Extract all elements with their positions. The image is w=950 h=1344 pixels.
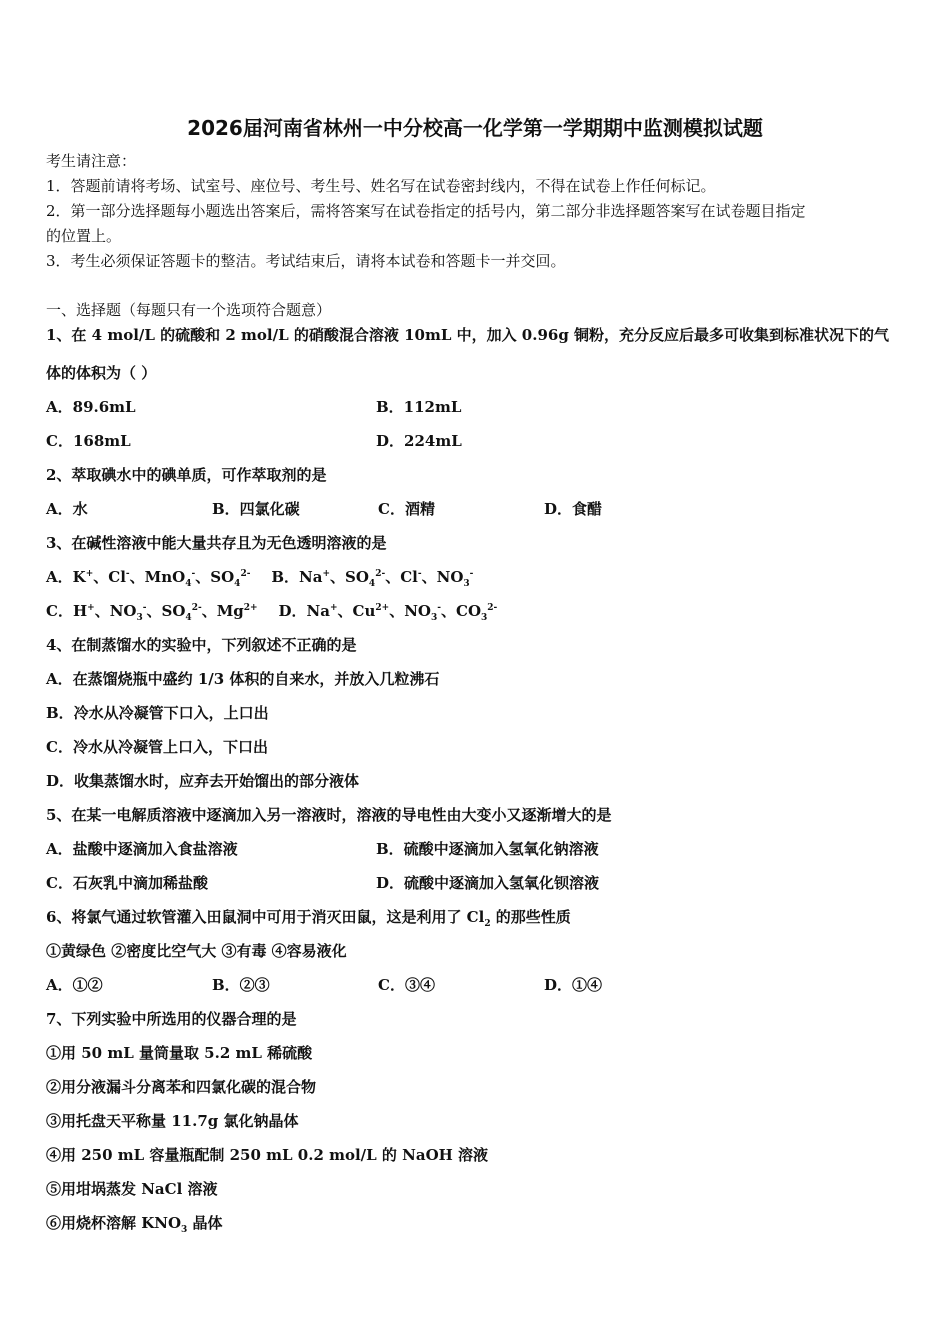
q4-option-a[interactable]: A．在蒸馏烧瓶中盛约 1/3 体积的自来水，并放入几粒沸石	[46, 670, 440, 688]
q6-option-a[interactable]: A．①②	[46, 976, 103, 994]
page-title: 2026届河南省林州一中分校高一化学第一学期期中监测模拟试题	[187, 116, 763, 140]
q2-option-b[interactable]: B．四氯化碳	[212, 500, 300, 518]
q2-option-a[interactable]: A．水	[46, 500, 88, 518]
q2-option-d[interactable]: D．食醋	[544, 500, 603, 518]
notice-item-3: 3．考生必须保证答题卡的整洁。考试结束后，请将本试卷和答题卡一并交回。	[46, 252, 566, 270]
q2-option-c[interactable]: C．酒精	[378, 500, 435, 518]
q2-stem: 2、萃取碘水中的碘单质，可作萃取剂的是	[46, 466, 327, 484]
q1-options-row2	[46, 431, 906, 451]
notice-item-2-cont: 的位置上。	[46, 227, 122, 245]
q6-stem: 6、将氯气通过软管灌入田鼠洞中可用于消灭田鼠，这是利用了 $Cl_2$ 的那些性质	[46, 908, 571, 929]
q1-option-b[interactable]: B．112mL	[376, 398, 462, 416]
q3-options-row1	[46, 567, 473, 587]
q5-stem: 5、在某一电解质溶液中逐滴加入另一溶液时，溶液的导电性由大变小又逐渐增大的是	[46, 806, 612, 824]
q6-option-b[interactable]: B．②③	[212, 976, 270, 994]
q3-option-c[interactable]: C．H+、$NO_3^-$、$SO_4^{2-}$、$Mg^{2+}$	[46, 602, 258, 623]
q6-option-c[interactable]: C．③④	[378, 976, 435, 994]
q2-options	[46, 499, 602, 519]
q5-options-row1	[46, 839, 906, 859]
q4-option-b[interactable]: B．冷水从冷凝管下口入，上口出	[46, 704, 269, 722]
q3-options-row2	[46, 601, 497, 621]
q7-item-2: ②用分液漏斗分离苯和四氯化碳的混合物	[46, 1078, 317, 1096]
q4-option-c[interactable]: C．冷水从冷凝管上口入，下口出	[46, 738, 268, 756]
section-heading: 一、选择题（每题只有一个选项符合题意）	[46, 301, 332, 319]
q1-stem-line2: 体的体积为（ ）	[46, 364, 157, 382]
q6-properties: ①黄绿色 ②密度比空气大 ③有毒 ④容易液化	[46, 942, 347, 960]
q6-options	[46, 975, 602, 995]
notice-item-2: 2．第一部分选择题每小题选出答案后，需将答案写在试卷指定的括号内，第二部分非选择题答案写在试卷题目指定	[46, 202, 806, 220]
q5-option-c[interactable]: C．石灰乳中滴加稀盐酸	[46, 874, 208, 892]
q7-stem: 7、下列实验中所选用的仪器合理的是	[46, 1010, 297, 1028]
q5-options-row2	[46, 873, 906, 893]
q7-item-5: ⑤用坩埚蒸发 NaCl 溶液	[46, 1180, 218, 1198]
q7-item-1: ①用 50 mL 量筒量取 5.2 mL 稀硫酸	[46, 1044, 313, 1062]
q4-stem: 4、在制蒸馏水的实验中，下列叙述不正确的是	[46, 636, 357, 654]
q5-option-b[interactable]: B．硫酸中逐滴加入氢氧化钠溶液	[376, 840, 599, 858]
q1-option-c[interactable]: C．168mL	[46, 432, 131, 450]
q3-stem: 3、在碱性溶液中能大量共存且为无色透明溶液的是	[46, 534, 387, 552]
q7-item-4: ④用 250 mL 容量瓶配制 250 mL 0.2 mol/L 的 NaOH 溶液	[46, 1146, 489, 1164]
q3-option-d[interactable]: D．Na+、$Cu^{2+}$、$NO_3^-$、$CO_3^{2-}$	[278, 602, 498, 623]
q5-option-d[interactable]: D．硫酸中逐滴加入氢氧化钡溶液	[376, 874, 600, 892]
q7-item-6: ⑥用烧杯溶解 $KNO_3$ 晶体	[46, 1214, 223, 1235]
notice-heading: 考生请注意：	[46, 152, 137, 170]
notice-item-1: 1．答题前请将考场、试室号、座位号、考生号、姓名写在试卷密封线内，不得在试卷上作任何标记。	[46, 177, 716, 195]
q1-option-a[interactable]: A．89.6mL	[46, 398, 136, 416]
q7-item-3: ③用托盘天平称量 11.7g 氯化钠晶体	[46, 1112, 299, 1130]
q5-option-a[interactable]: A．盐酸中逐滴加入食盐溶液	[46, 840, 238, 858]
q6-option-d[interactable]: D．①④	[544, 976, 603, 994]
q3-option-a[interactable]: A．K+、Cl-、MnO$_4$-、$SO_4^{2-}$	[46, 568, 251, 589]
q1-options-row1	[46, 397, 906, 417]
q1-stem-line1: 1、在 4 mol/L 的硫酸和 2 mol/L 的硝酸混合溶液 10mL 中，加入 0.96g 铜粉，充分反应后最多可收集到标准状况下的气	[46, 326, 890, 344]
q1-option-d[interactable]: D．224mL	[376, 432, 462, 450]
q4-option-d[interactable]: D．收集蒸馏水时，应弃去开始馏出的部分液体	[46, 772, 360, 790]
q3-option-b[interactable]: B．Na+、$SO_4^{2-}$、Cl-、$NO_3^-$	[271, 568, 474, 589]
